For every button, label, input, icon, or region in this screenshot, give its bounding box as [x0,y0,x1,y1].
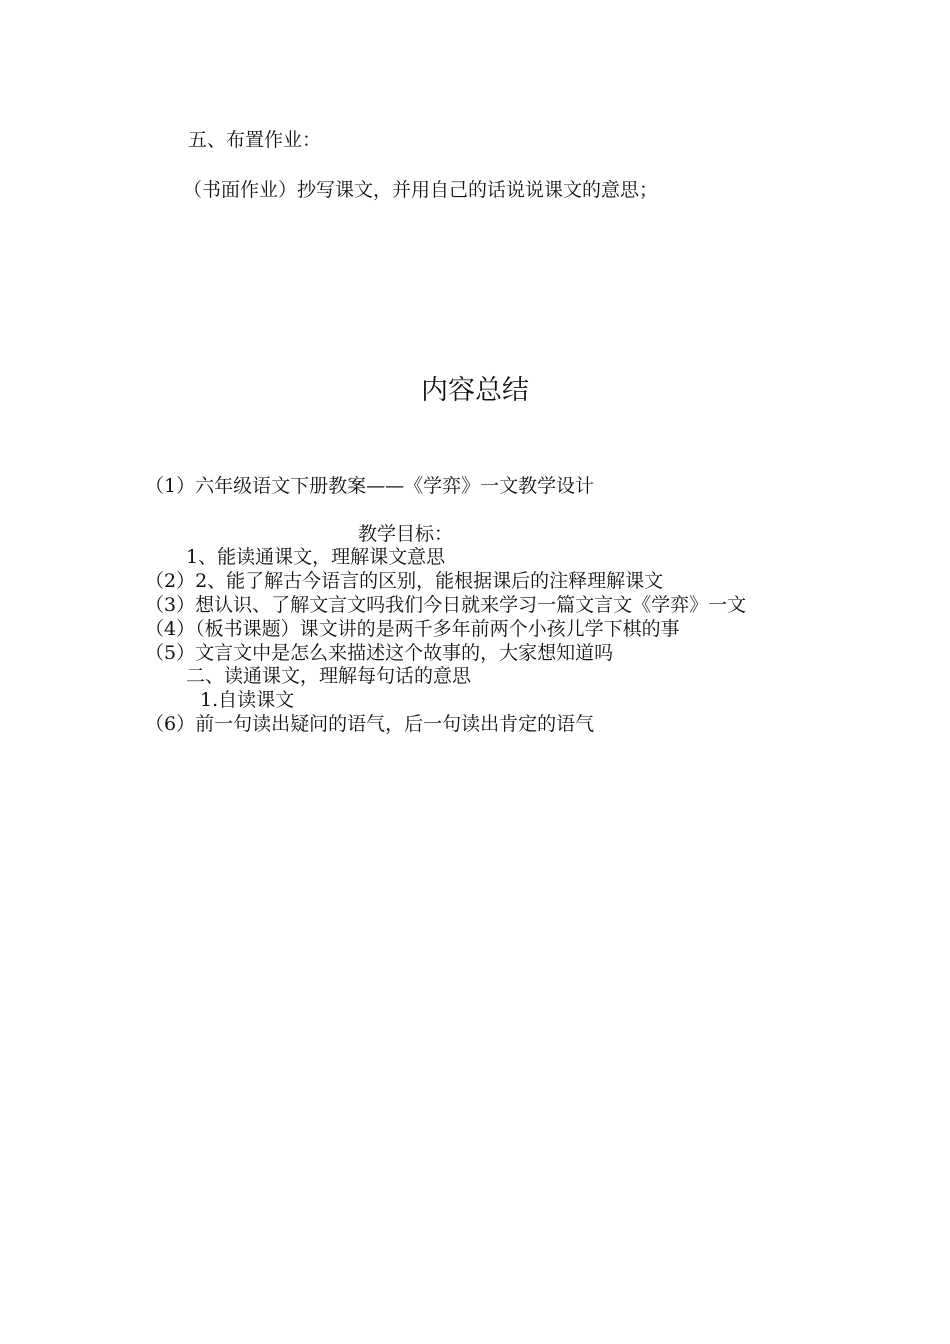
homework-text: （书面作业）抄写课文，并用自己的话说说课文的意思； [183,179,659,201]
list-item: （4）（板书课题）课文讲的是两千多年前两个小孩儿学下棋的事 [145,618,680,640]
list-item: 教学目标： [358,523,454,545]
list-item: （1）六年级语文下册教案——《学弈》一文教学设计 [145,475,595,497]
summary-title: 内容总结 [421,375,529,406]
list-item: 二、读通课文，理解每句话的意思 [186,665,472,687]
list-item: （3）想认识、了解文言文吗我们今日就来学习一篇文言文《学弈》一文 [145,594,747,616]
list-item: （5）文言文中是怎么来描述这个故事的，大家想知道吗 [145,642,614,664]
list-item: 1.自读课文 [200,689,295,711]
list-item: （2）2、能了解古今语言的区别，能根据课后的注释理解课文 [145,570,664,592]
list-item: （6）前一句读出疑问的语气，后一句读出肯定的语气 [145,713,595,735]
list-item: 1、能读通课文，理解课文意思 [186,546,446,568]
homework-heading: 五、布置作业： [188,129,322,151]
